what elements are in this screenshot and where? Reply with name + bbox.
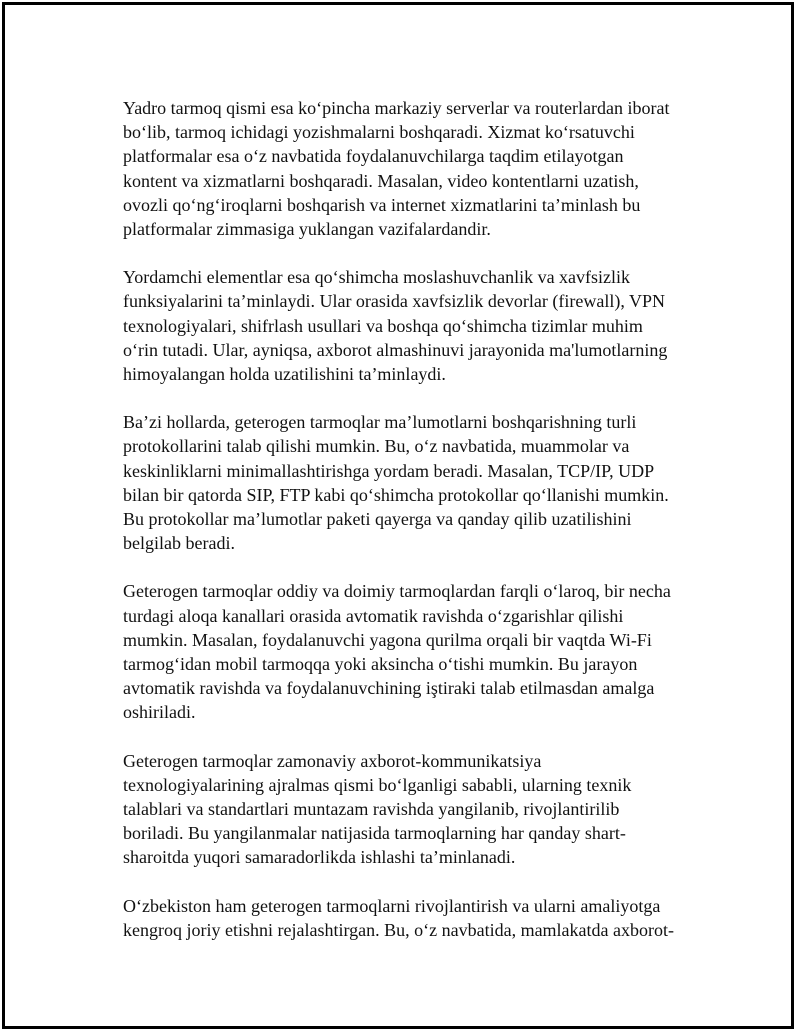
text-line: funksiyalarini ta’minlaydi. Ular orasida xavfsizlik devorlar (firewall), VPN: [123, 291, 666, 312]
text-line: oshiriladi.: [123, 702, 196, 723]
text-line: protokollarini talab qilishi mumkin. Bu, o‘z navbatida, muammolar va: [123, 436, 630, 457]
text-line: Ba’zi hollarda, geterogen tarmoqlar ma’lumotlarni boshqarishning turli: [123, 412, 637, 433]
text-line: turdagi aloqa kanallari orasida avtomatik ravishda o‘zgarishlar qilishi: [123, 605, 624, 626]
text-line: bo‘lib, tarmoq ichidagi yozishmalarni boshqaradi. Xizmat ko‘rsatuvchi: [123, 122, 635, 143]
text-line: Bu protokollar ma’lumotlar paketi qayerga va qanday qilib uzatilishini: [123, 509, 632, 530]
text-line: Geterogen tarmoqlar oddiy va doimiy tarmoqlardan farqli o‘laroq, bir necha: [123, 581, 671, 602]
text-line: talablari va standartlari muntazam ravishda yangilanib, rivojlantirilib: [123, 799, 620, 820]
text-line: texnologiyalari, shifrlash usullari va boshqa qo‘shimcha tizimlar muhim: [123, 315, 643, 336]
document-body: [123, 96, 703, 966]
paragraph: [123, 96, 703, 241]
text-line: boriladi. Bu yangilanmalar natijasida tarmoqlarning har qanday shart-: [123, 823, 626, 844]
text-line: texnologiyalarining ajralmas qismi bo‘lganligi sababli, ularning texnik: [123, 774, 632, 795]
text-line: platformalar esa o‘z navbatida foydalanuvchilarga taqdim etilayotgan: [123, 146, 624, 167]
text-line: himoyalangan holda uzatilishini ta’minlaydi.: [123, 364, 446, 385]
text-line: avtomatik ravishda va foydalanuvchining iştiraki talab etilmasdan amalga: [123, 678, 655, 699]
text-line: belgilab beradi.: [123, 533, 235, 554]
text-line: kontent va xizmatlarni boshqaradi. Masalan, video kontentlarni uzatish,: [123, 170, 639, 191]
text-line: O‘zbekiston ham geterogen tarmoqlarni rivojlantirish va ularni amaliyotga: [123, 895, 661, 916]
text-line: o‘rin tutadi. Ular, ayniqsa, axborot almashinuvi jarayonida ma'lumotlarning: [123, 339, 668, 360]
text-line: sharoitda yuqori samaradorlikda ishlashi ta’minlanadi.: [123, 847, 516, 868]
text-line: kengroq joriy etishni rejalashtirgan. Bu, o‘z navbatida, mamlakatda axborot-: [123, 919, 675, 940]
text-line: tarmog‘idan mobil tarmoqqa yoki aksincha o‘tishi mumkin. Bu jarayon: [123, 654, 638, 675]
paragraph: [123, 410, 703, 555]
paragraph: [123, 894, 703, 942]
text-line: keskinliklarni minimallashtirishga yordam beradi. Masalan, TCP/IP, UDP: [123, 460, 655, 481]
text-line: Yordamchi elementlar esa qo‘shimcha moslashuvchanlik va xavfsizlik: [123, 267, 631, 288]
text-line: Geterogen tarmoqlar zamonaviy axborot-kommunikatsiya: [123, 750, 542, 771]
text-line: ovozli qo‘ng‘iroqlarni boshqarish va internet xizmatlarini ta’minlash bu: [123, 194, 641, 215]
text-line: bilan bir qatorda SIP, FTP kabi qo‘shimcha protokollar qo‘llanishi mumkin.: [123, 484, 669, 505]
page-frame: [2, 2, 794, 1029]
text-line: mumkin. Masalan, foydalanuvchi yagona qurilma orqali bir vaqtda Wi-Fi: [123, 629, 652, 650]
paragraph: [123, 265, 703, 386]
paragraph: [123, 749, 703, 870]
text-line: Yadro tarmoq qismi esa ko‘pincha markaziy serverlar va routerlardan iborat: [123, 98, 670, 118]
text-line: platformalar zimmasiga yuklangan vazifalardandir.: [123, 219, 491, 240]
paragraph: [123, 579, 703, 724]
